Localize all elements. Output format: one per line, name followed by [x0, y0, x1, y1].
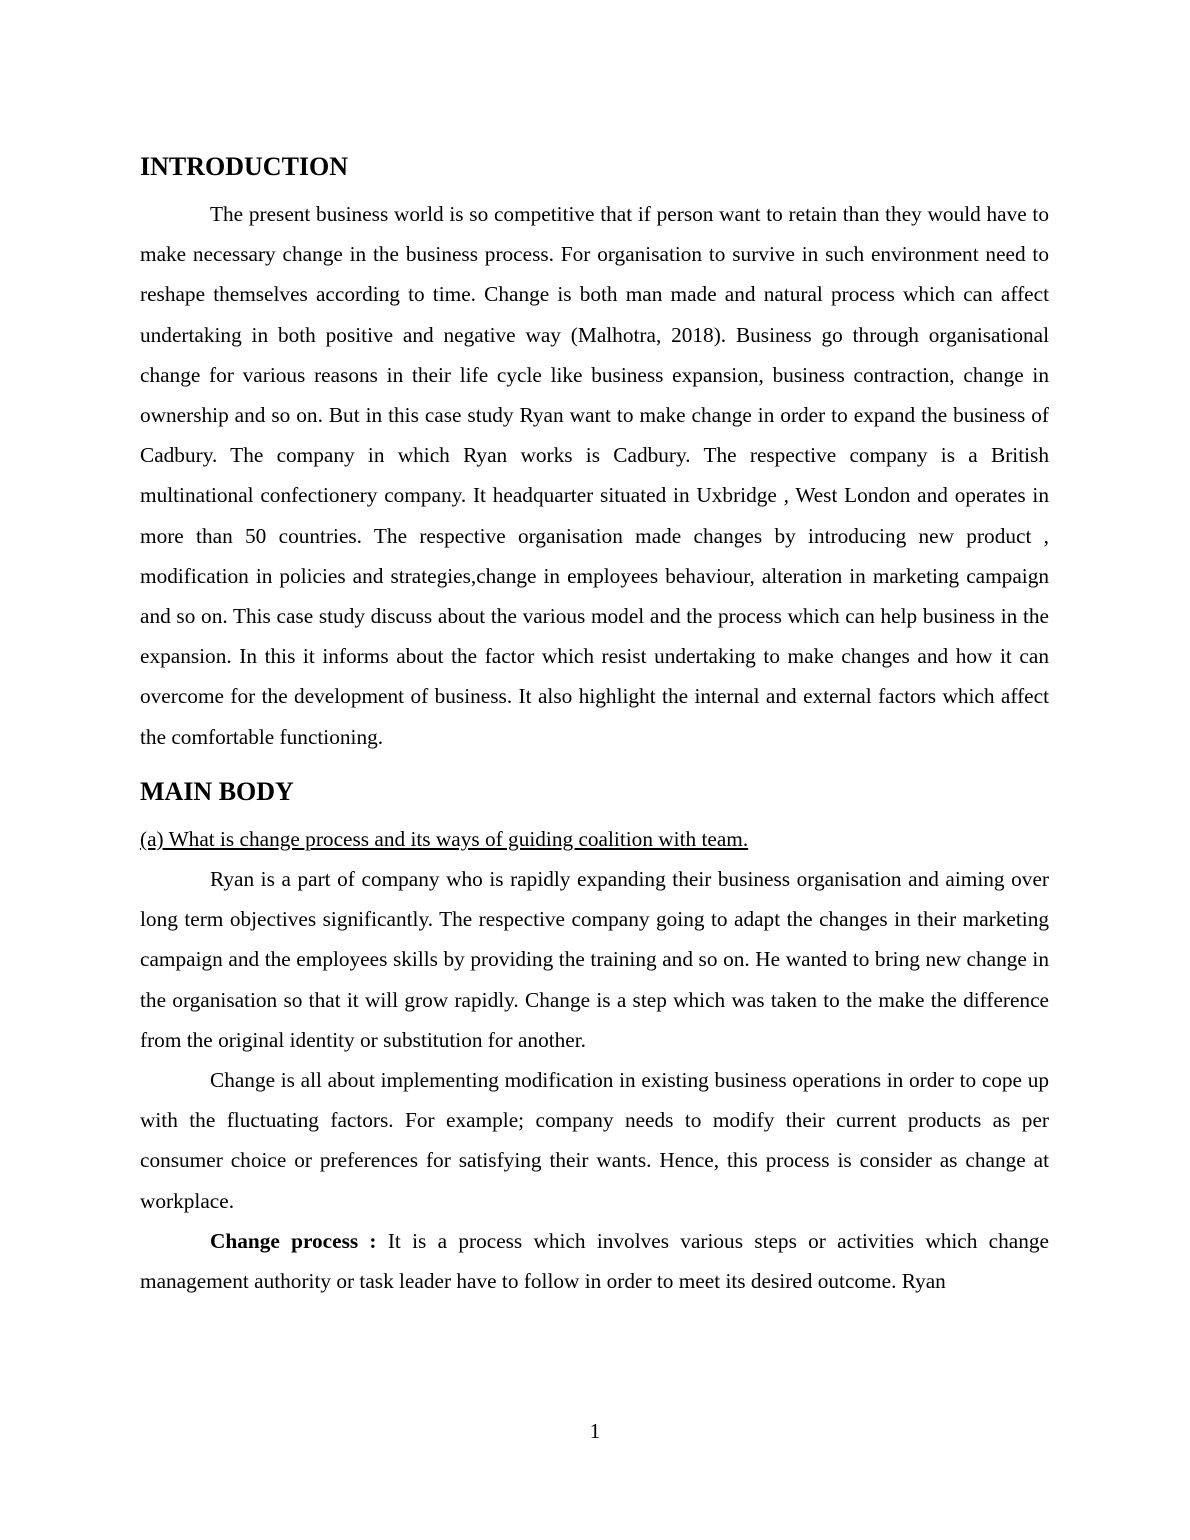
main-body-paragraph-2: Change is all about implementing modification in existing business operations in order to cope up with the fluctuating factors. For example; company needs to modify their current products as per consumer choice or preferences for satisfying their wants. Hence, this process is consider as change at workplace. — [140, 1068, 1049, 1213]
main-body-paragraph-1: Ryan is a part of company who is rapidly expanding their business organisation and aiming over long term objectives significantly. The respective company going to adapt the changes in their marketing campaign and the employees skills by providing the training and so on. He wanted to bring new change in the organisation so that it will grow rapidly. Change is a step which was taken to the make the difference from the original identity or substitution for another. — [140, 867, 1049, 1052]
page-number: 1 — [589, 1419, 601, 1443]
main-body-paragraph-3 — [140, 1221, 1049, 1301]
section-a-subheading: (a) What is change process and its ways of guiding coalition with team. — [140, 826, 749, 851]
introduction-heading: INTRODUCTION — [140, 152, 349, 181]
introduction-paragraph: The present business world is so competitive that if person want to retain than they would have to make necessary change in the business process. For organisation to survive in such environment need to reshape themselves according to time. Change is both man made and natural process which can affect undertaking in both positive and negative way (Malhotra, 2018). Business go through organisational change for various reasons in their life cycle like business expansion, business contraction, change in ownership and so on. But in this case study Ryan want to make change in order to expand the business of Cadbury. The company in which Ryan works is Cadbury. The respective company is a British multinational confectionery company. It headquarter situated in Uxbridge , West London and operates in more than 50 countries. The respective organisation made changes by introducing new product , modification in policies and strategies,change in employees behaviour, alteration in marketing campaign and so on. This case study discuss about the various model and the process which can help business in the expansion. In this it informs about the factor which resist undertaking to make changes and how it can overcome for the development of business. It also highlight the internal and external factors which affect the comfortable functioning. — [140, 202, 1049, 749]
page-content — [140, 150, 1049, 1301]
main-body-heading: MAIN BODY — [140, 776, 294, 806]
change-process-definition: It is a process which involves various steps or activities which change management authority or task leader have to follow in order to meet its desired outcome. Ryan — [140, 1228, 1049, 1294]
change-process-lead-term: Change process : — [210, 1228, 377, 1253]
